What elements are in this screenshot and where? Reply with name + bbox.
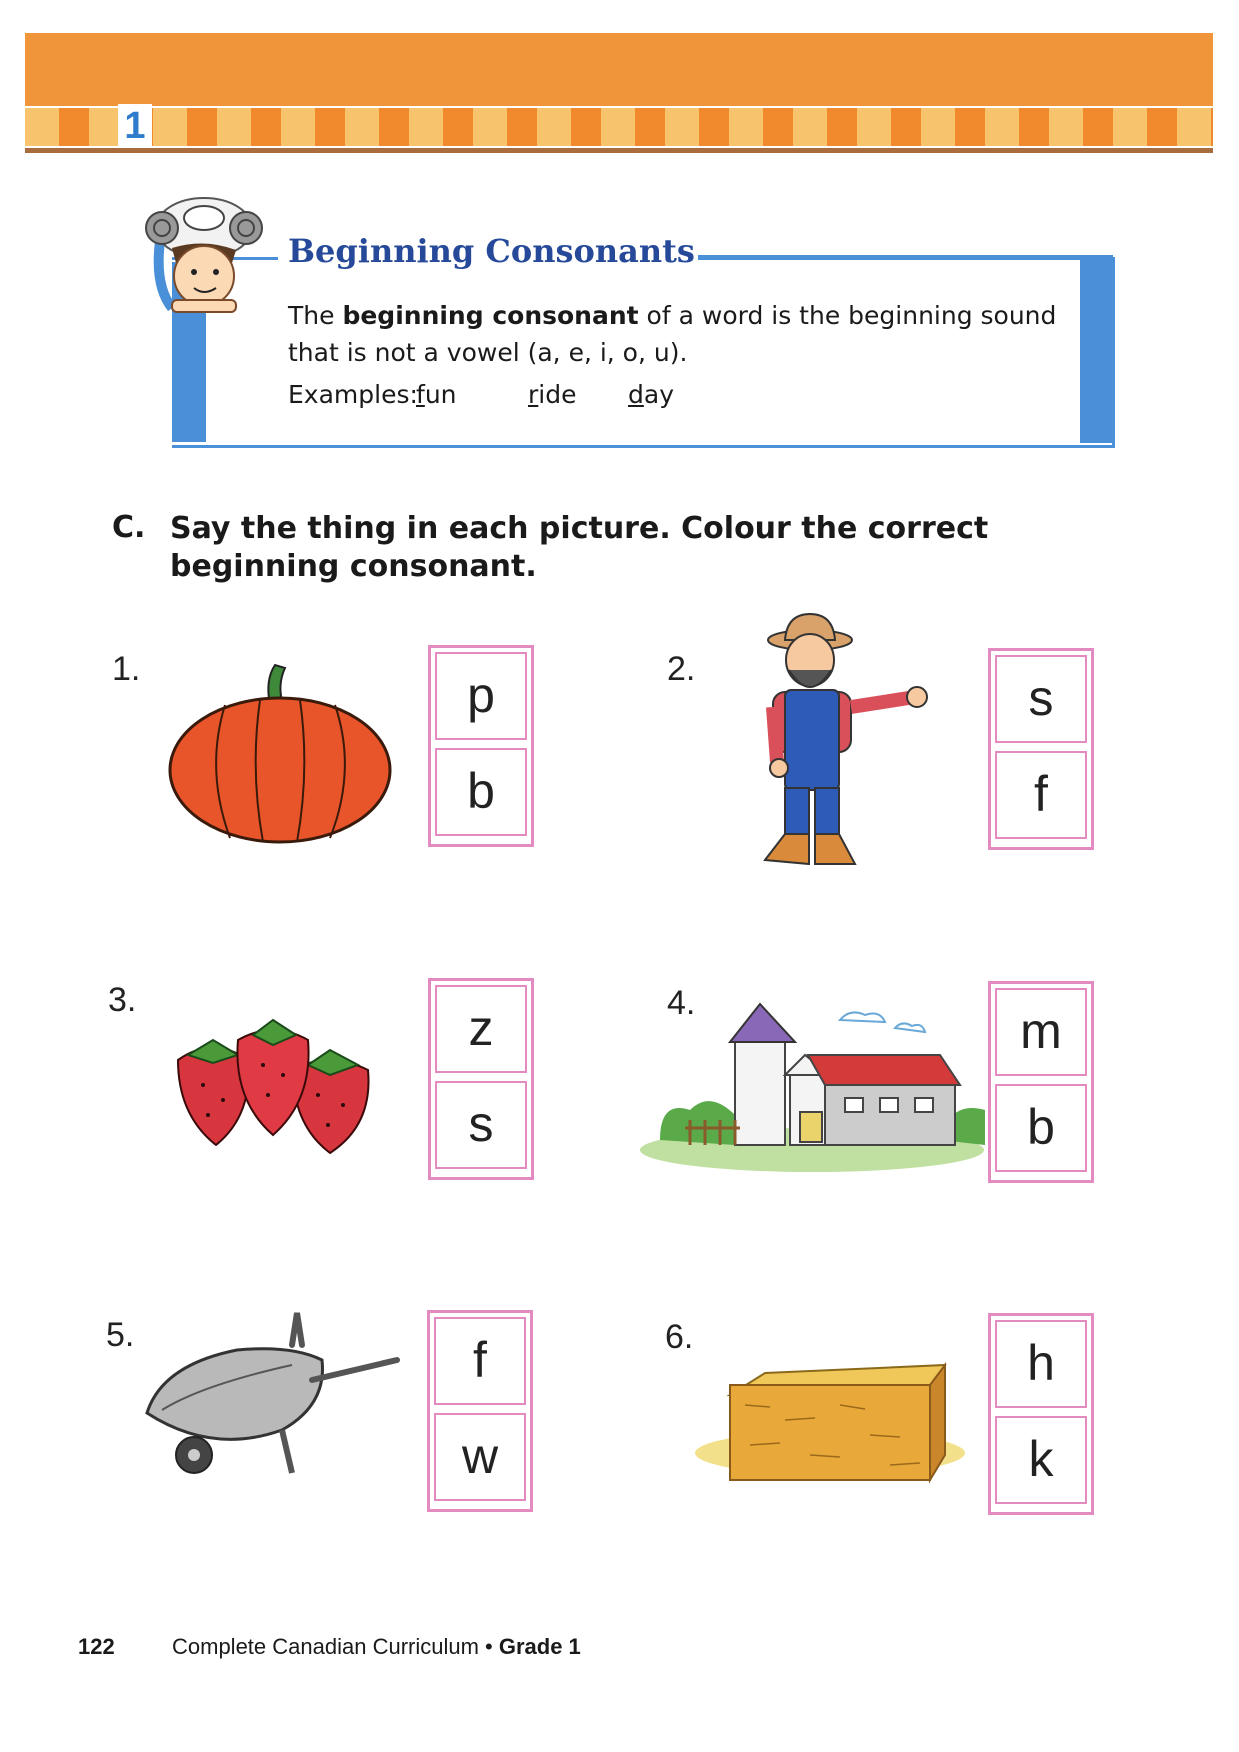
option-box[interactable]: s xyxy=(995,655,1087,743)
question-number: 6. xyxy=(665,1318,694,1356)
rule-key-term: beginning consonant xyxy=(342,301,639,330)
examples-line xyxy=(288,380,674,409)
footer-book-title: Complete Canadian Curriculum • Grade 1 xyxy=(172,1634,581,1659)
title-rule xyxy=(698,255,1113,258)
option-box[interactable]: b xyxy=(435,748,527,836)
page-number: 122 xyxy=(78,1634,115,1659)
question-number: 3. xyxy=(108,981,137,1019)
option-box[interactable]: f xyxy=(995,751,1087,839)
answer-options xyxy=(988,648,1094,850)
option-box[interactable]: k xyxy=(995,1416,1087,1504)
question-number: 4. xyxy=(667,984,696,1022)
hay-bale-picture xyxy=(690,1345,970,1495)
pumpkin-picture xyxy=(165,660,395,845)
question-number: 1. xyxy=(112,650,141,688)
option-box[interactable]: h xyxy=(995,1320,1087,1408)
option-box[interactable]: m xyxy=(995,988,1087,1076)
barn-picture xyxy=(640,1000,985,1170)
option-box[interactable]: z xyxy=(435,985,527,1073)
option-box[interactable]: w xyxy=(434,1413,526,1501)
instruction-text: Say the thing in each picture. Colour the correct beginning consonant. xyxy=(170,511,989,584)
option-box[interactable]: s xyxy=(435,1081,527,1169)
option-box[interactable]: f xyxy=(434,1317,526,1405)
answer-options xyxy=(988,981,1094,1183)
answer-options xyxy=(988,1313,1094,1515)
answer-options xyxy=(428,645,534,847)
rule-title: Beginning Consonants xyxy=(288,232,695,270)
header-stripe xyxy=(25,108,1213,146)
section-letter: C. xyxy=(112,510,146,545)
unit-number: 1 xyxy=(118,104,152,148)
question-number: 2. xyxy=(667,650,696,688)
rule-box-right-bar xyxy=(1080,257,1114,443)
example-word: day xyxy=(628,380,674,409)
footer-grade: Grade 1 xyxy=(498,1634,581,1659)
wheelbarrow-picture xyxy=(142,1305,407,1485)
option-box[interactable]: b xyxy=(995,1084,1087,1172)
example-word: fun xyxy=(416,380,457,409)
answer-options xyxy=(427,1310,533,1512)
strawberries-picture xyxy=(168,1015,388,1155)
header-rule xyxy=(25,148,1213,153)
mascot-illustration xyxy=(132,188,272,322)
farmer-picture xyxy=(755,612,935,874)
examples-label: Examples: xyxy=(288,380,418,409)
answer-options xyxy=(428,978,534,1180)
question-number: 5. xyxy=(106,1316,135,1354)
rule-definition: The beginning consonant of a word is the beginning sound that is not a vowel (a, e, i, o, u). xyxy=(288,301,1057,367)
option-box[interactable]: p xyxy=(435,652,527,740)
header-banner xyxy=(25,33,1213,106)
example-word: ride xyxy=(528,380,577,409)
